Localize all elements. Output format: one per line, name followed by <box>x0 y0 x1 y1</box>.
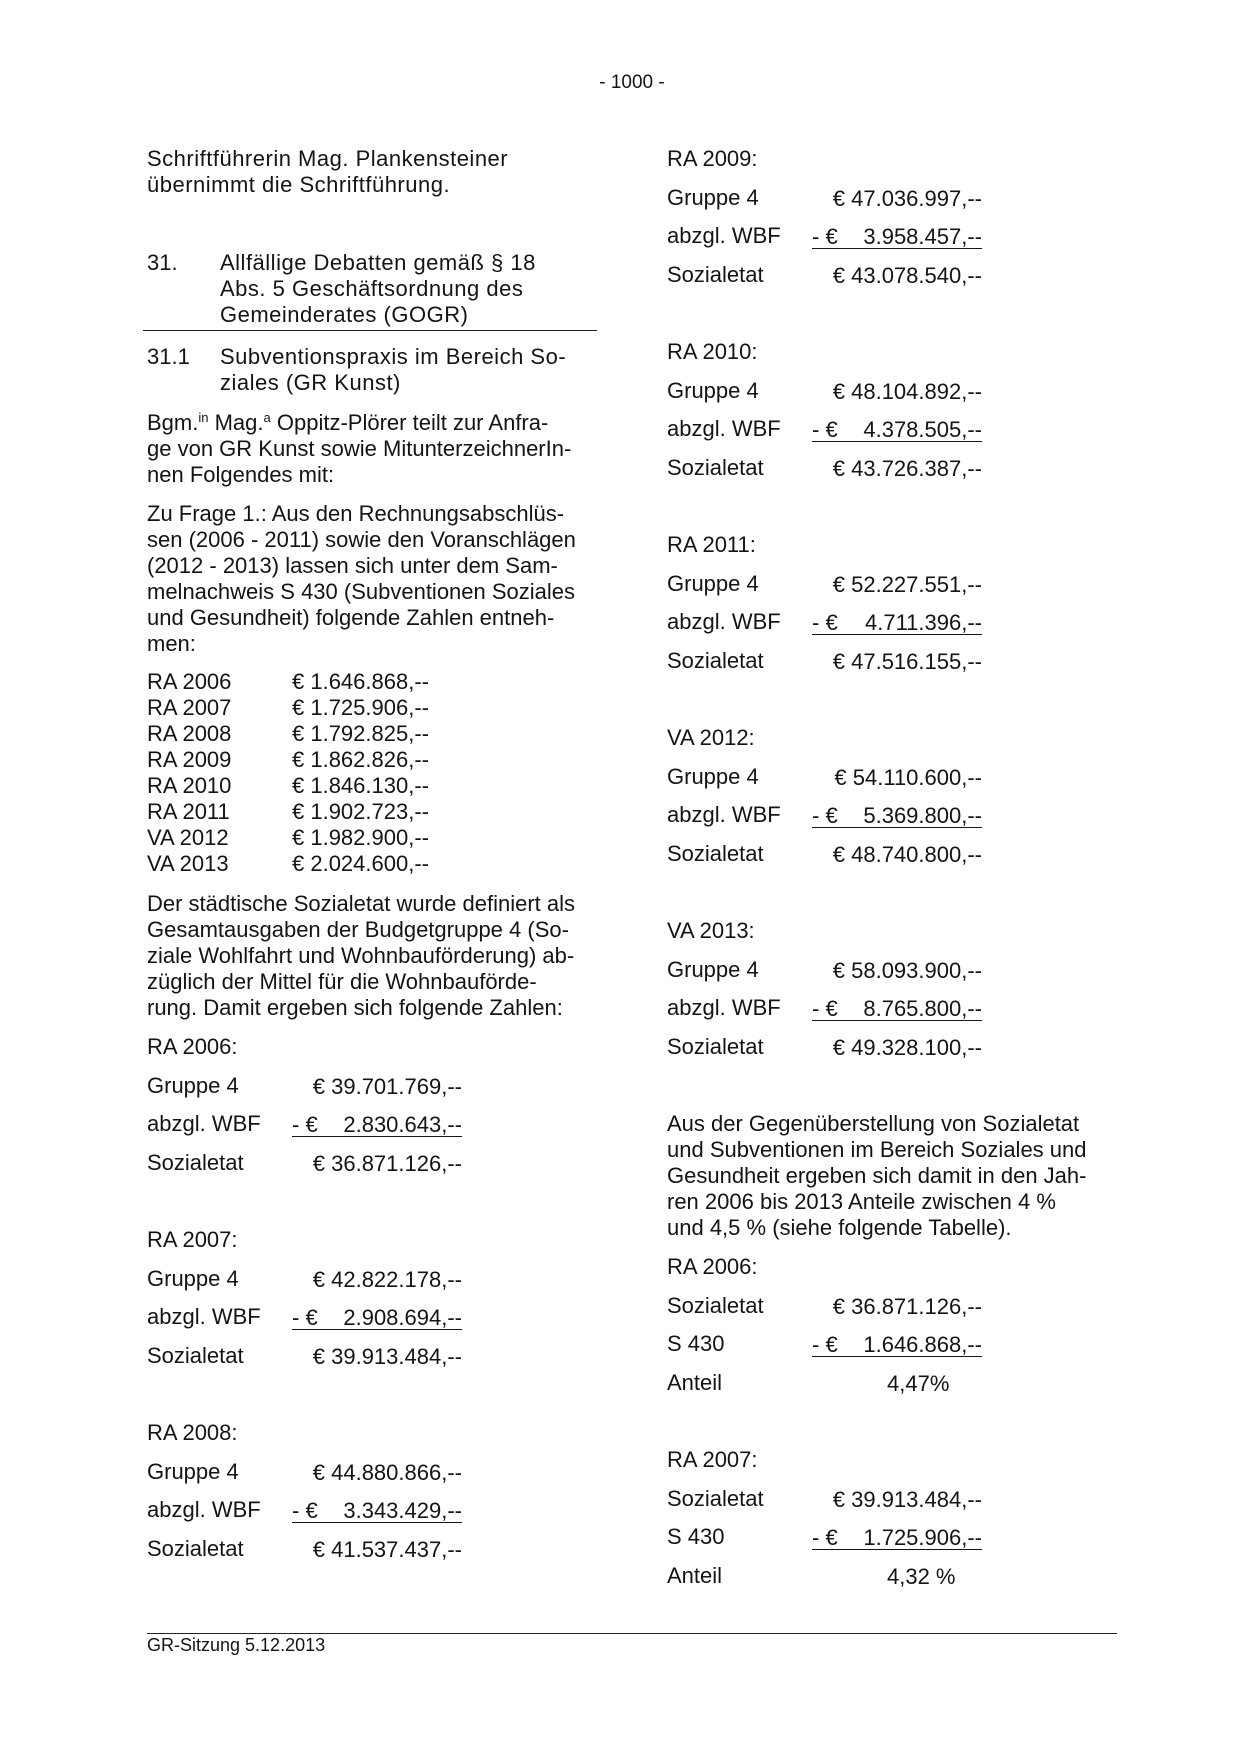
block-title <box>667 526 997 565</box>
row-group-4 <box>667 179 997 218</box>
block-year: RA 2008: <box>147 1420 238 1445</box>
row-amount: € 54.110.600,-- <box>834 764 982 790</box>
row-label: Gruppe 4 <box>667 763 759 789</box>
row-label: Gruppe 4 <box>147 1265 239 1291</box>
row-group-4 <box>667 951 997 990</box>
row-label: Gruppe 4 <box>147 1458 239 1484</box>
row-amount-underlined <box>292 1306 462 1330</box>
text-line: ge von GR Kunst sowie MitunterzeichnerIn- <box>147 436 572 461</box>
year-label: RA 2010 <box>147 773 232 798</box>
row-amount: € 36.871.126,-- <box>832 1293 982 1319</box>
text-line: Zu Frage 1.: Aus den Rechnungsabschlüs- <box>147 501 565 526</box>
section-divider <box>143 330 597 331</box>
year-label: VA 2012 <box>147 825 229 850</box>
text-line: ziale Wohlfahrt und Wohnbauförderung) ab- <box>147 943 575 968</box>
list-item <box>147 799 477 825</box>
row-group-4 <box>667 565 997 604</box>
share-percent: 4,32 % <box>887 1563 956 1589</box>
block-year: RA 2011: <box>667 532 756 557</box>
definition-paragraph <box>147 891 575 1021</box>
row-s430 <box>667 1325 997 1364</box>
text-line: Allfällige Debatten gemäß § 18 <box>220 250 536 275</box>
amount: € 2.024.600,-- <box>292 851 429 876</box>
row-amount: € 36.871.126,-- <box>312 1150 462 1176</box>
text-line: Abs. 5 Geschäftsordnung des <box>220 276 524 301</box>
deduction-amount: 4.378.505,-- <box>863 417 982 443</box>
row-amount: € 43.726.387,-- <box>832 455 982 481</box>
row-amount-underlined <box>292 1113 462 1137</box>
budget-block-va-2012 <box>667 719 997 873</box>
row-social-budget <box>667 449 997 488</box>
row-amount: € 42.822.178,-- <box>312 1266 462 1292</box>
row-group-4 <box>147 1260 477 1299</box>
text-line: melnachweis S 430 (Subventionen Soziales <box>147 579 576 604</box>
row-amount: € 58.093.900,-- <box>832 957 982 983</box>
amount: € 1.792.825,-- <box>292 721 429 746</box>
row-amount-underlined <box>812 997 982 1021</box>
text-line: Schriftführerin Mag. Plankensteiner <box>147 146 509 171</box>
budget-block-ra-2009 <box>667 140 997 294</box>
title-bgm-superscript: in <box>198 410 209 425</box>
row-label: Sozialetat <box>667 1033 764 1059</box>
year-label: RA 2008 <box>147 721 232 746</box>
row-label: Sozialetat <box>147 1535 244 1561</box>
row-label: Sozialetat <box>667 647 764 673</box>
row-amount: € 47.516.155,-- <box>832 648 982 674</box>
minus-euro-sign: - € <box>292 1305 318 1331</box>
agenda-item-title <box>220 250 536 328</box>
row-wbf-deduction <box>147 1298 477 1337</box>
block-title <box>667 912 997 951</box>
row-label: Anteil <box>667 1562 723 1588</box>
s430-amount: 1.646.868,-- <box>863 1332 982 1358</box>
title-bgm: Bgm. <box>147 410 199 435</box>
text-line <box>147 410 571 436</box>
row-amount: € 39.913.484,-- <box>832 1486 982 1512</box>
agenda-item-number: 31. <box>147 250 178 275</box>
row-label: S 430 <box>667 1524 725 1550</box>
row-group-4 <box>147 1453 477 1492</box>
row-label: abzgl. WBF <box>667 609 781 635</box>
block-title <box>667 140 997 179</box>
block-year: RA 2007: <box>667 1447 758 1472</box>
question-1-paragraph <box>147 501 576 657</box>
block-title <box>147 1028 477 1067</box>
row-social-budget <box>667 1480 997 1519</box>
row-social-budget <box>667 835 997 874</box>
subsidies-s430-list <box>147 669 477 877</box>
block-year: RA 2010: <box>667 339 758 364</box>
budget-block-ra-2010 <box>667 333 997 487</box>
budget-block-ra-2007 <box>147 1221 477 1375</box>
text-line: Aus der Gegenüberstellung von Sozialetat <box>667 1111 1080 1136</box>
row-amount-underlined <box>812 1333 982 1357</box>
amount: € 1.862.826,-- <box>292 747 429 772</box>
list-item <box>147 695 477 721</box>
row-label: Sozialetat <box>667 261 764 287</box>
row-label: Gruppe 4 <box>667 377 759 403</box>
row-group-4 <box>667 758 997 797</box>
list-item <box>147 721 477 747</box>
row-label: abzgl. WBF <box>667 223 781 249</box>
minus-euro-sign: - € <box>292 1112 318 1138</box>
text-line: ren 2006 bis 2013 Anteile zwischen 4 % <box>667 1189 1056 1214</box>
row-amount: € 39.701.769,-- <box>312 1073 462 1099</box>
text-line: ziales (GR Kunst) <box>220 370 401 395</box>
text-line: nen Folgendes mit: <box>147 462 335 487</box>
text-line: sen (2006 - 2011) sowie den Voranschlägen <box>147 527 576 552</box>
row-amount-underlined <box>812 225 982 249</box>
row-label: abzgl. WBF <box>667 995 781 1021</box>
statement-text: Oppitz-Plörer teilt zur Anfra- <box>276 410 549 435</box>
title-mag: Mag. <box>214 410 264 435</box>
page-number: - 1000 - <box>599 72 665 93</box>
budget-block-ra-2006 <box>147 1028 477 1182</box>
row-amount-underlined <box>812 804 982 828</box>
text-line: züglich der Mittel für die Wohnbauförde- <box>147 969 537 994</box>
row-s430 <box>667 1518 997 1557</box>
amount: € 1.902.723,-- <box>292 799 429 824</box>
row-social-budget <box>147 1530 477 1569</box>
amount: € 1.725.906,-- <box>292 695 429 720</box>
minus-euro-sign: - € <box>812 803 838 829</box>
list-item <box>147 747 477 773</box>
row-wbf-deduction <box>667 989 997 1028</box>
text-line: Subventionspraxis im Bereich So- <box>220 344 567 369</box>
row-amount-underlined <box>292 1499 462 1523</box>
row-label: Sozialetat <box>667 454 764 480</box>
deduction-amount: 3.958.457,-- <box>863 224 982 250</box>
row-social-budget <box>667 642 997 681</box>
row-share <box>667 1364 997 1403</box>
intro-paragraph <box>147 146 508 198</box>
block-year: VA 2013: <box>667 918 755 943</box>
row-label: Sozialetat <box>667 1485 764 1511</box>
row-social-budget <box>147 1337 477 1376</box>
text-line: Gesamtausgaben der Budgetgruppe 4 (So- <box>147 917 569 942</box>
row-wbf-deduction <box>667 796 997 835</box>
text-line: und 4,5 % (siehe folgende Tabelle). <box>667 1215 1012 1240</box>
block-year: RA 2009: <box>667 146 758 171</box>
minus-euro-sign: - € <box>812 417 838 443</box>
row-label: Sozialetat <box>147 1342 244 1368</box>
s430-amount: 1.725.906,-- <box>863 1525 982 1551</box>
footer-divider <box>147 1633 1117 1634</box>
row-wbf-deduction <box>147 1105 477 1144</box>
budget-block-ra-2011 <box>667 526 997 680</box>
budget-block-va-2013 <box>667 912 997 1066</box>
row-label: abzgl. WBF <box>147 1111 261 1137</box>
row-amount: € 44.880.866,-- <box>312 1459 462 1485</box>
list-item <box>147 669 477 695</box>
block-year: VA 2012: <box>667 725 755 750</box>
amount: € 1.646.868,-- <box>292 669 429 694</box>
row-label: S 430 <box>667 1331 725 1357</box>
deduction-amount: 4.711.396,-- <box>864 610 982 636</box>
share-block-ra-2006 <box>667 1248 997 1402</box>
row-label: abzgl. WBF <box>147 1497 261 1523</box>
list-item <box>147 851 477 877</box>
statement-paragraph <box>147 410 571 488</box>
row-amount: € 47.036.997,-- <box>832 185 982 211</box>
row-group-4 <box>667 372 997 411</box>
row-label: abzgl. WBF <box>667 416 781 442</box>
row-label: abzgl. WBF <box>147 1304 261 1330</box>
list-item <box>147 825 477 851</box>
text-line: Der städtische Sozialetat wurde definiert als <box>147 891 575 916</box>
amount: € 1.846.130,-- <box>292 773 429 798</box>
minus-euro-sign: - € <box>812 1332 838 1358</box>
year-label: RA 2009 <box>147 747 232 772</box>
row-label: Gruppe 4 <box>667 956 759 982</box>
row-wbf-deduction <box>667 603 997 642</box>
minus-euro-sign: - € <box>812 224 838 250</box>
year-label: RA 2007 <box>147 695 232 720</box>
row-amount: € 43.078.540,-- <box>832 262 982 288</box>
text-line: und Gesundheit) folgende Zahlen entneh- <box>147 605 555 630</box>
amount: € 1.982.900,-- <box>292 825 429 850</box>
row-wbf-deduction <box>147 1491 477 1530</box>
row-share <box>667 1557 997 1596</box>
sub-item-number: 31.1 <box>147 344 190 369</box>
deduction-amount: 2.908.694,-- <box>343 1305 462 1331</box>
row-label: Gruppe 4 <box>667 570 759 596</box>
row-amount-underlined <box>812 1526 982 1550</box>
minus-euro-sign: - € <box>812 610 838 636</box>
minus-euro-sign: - € <box>292 1498 318 1524</box>
row-amount-underlined <box>812 611 982 635</box>
row-amount: € 39.913.484,-- <box>312 1343 462 1369</box>
share-percent: 4,47% <box>887 1370 950 1396</box>
text-line: rung. Damit ergeben sich folgende Zahlen: <box>147 995 563 1020</box>
list-item <box>147 773 477 799</box>
row-amount: € 41.537.437,-- <box>312 1536 462 1562</box>
block-title <box>667 1441 997 1480</box>
block-year: RA 2006: <box>147 1034 238 1059</box>
block-year: RA 2007: <box>147 1227 238 1252</box>
minus-euro-sign: - € <box>812 996 838 1022</box>
block-year: RA 2006: <box>667 1254 758 1279</box>
comparison-paragraph <box>667 1111 1087 1241</box>
block-title <box>147 1221 477 1260</box>
row-amount: € 48.740.800,-- <box>832 841 982 867</box>
deduction-amount: 8.765.800,-- <box>863 996 982 1022</box>
row-label: Sozialetat <box>667 1292 764 1318</box>
text-line: (2012 - 2013) lassen sich unter dem Sam- <box>147 553 558 578</box>
row-label: Sozialetat <box>147 1149 244 1175</box>
year-label: VA 2013 <box>147 851 229 876</box>
row-amount: € 52.227.551,-- <box>832 571 982 597</box>
row-social-budget <box>667 1287 997 1326</box>
row-social-budget <box>667 256 997 295</box>
row-label: Anteil <box>667 1369 723 1395</box>
share-block-ra-2007 <box>667 1441 997 1595</box>
text-line: übernimmt die Schriftführung. <box>147 172 451 197</box>
row-amount: € 48.104.892,-- <box>832 378 982 404</box>
row-amount: € 49.328.100,-- <box>832 1034 982 1060</box>
minus-euro-sign: - € <box>812 1525 838 1551</box>
row-label: Sozialetat <box>667 840 764 866</box>
footer-session-date: GR-Sitzung 5.12.2013 <box>147 1635 326 1655</box>
block-title <box>667 719 997 758</box>
deduction-amount: 2.830.643,-- <box>343 1112 462 1138</box>
year-label: RA 2006 <box>147 669 232 694</box>
sub-item-title <box>220 344 566 396</box>
row-label: Gruppe 4 <box>667 184 759 210</box>
row-social-budget <box>667 1028 997 1067</box>
text-line: Gesundheit ergeben sich damit in den Jah- <box>667 1163 1087 1188</box>
row-wbf-deduction <box>667 217 997 256</box>
deduction-amount: 5.369.800,-- <box>863 803 982 829</box>
row-wbf-deduction <box>667 410 997 449</box>
block-title <box>667 1248 997 1287</box>
row-social-budget <box>147 1144 477 1183</box>
deduction-amount: 3.343.429,-- <box>343 1498 462 1524</box>
block-title <box>667 333 997 372</box>
year-label: RA 2011 <box>147 799 230 824</box>
row-amount-underlined <box>812 418 982 442</box>
text-line: men: <box>147 631 196 656</box>
budget-block-ra-2008 <box>147 1414 477 1568</box>
title-mag-superscript: a <box>263 410 271 425</box>
row-group-4 <box>147 1067 477 1106</box>
text-line: und Subventionen im Bereich Soziales und <box>667 1137 1087 1162</box>
block-title <box>147 1414 477 1453</box>
text-line: Gemeinderates (GOGR) <box>220 302 469 327</box>
row-label: abzgl. WBF <box>667 802 781 828</box>
row-label: Gruppe 4 <box>147 1072 239 1098</box>
